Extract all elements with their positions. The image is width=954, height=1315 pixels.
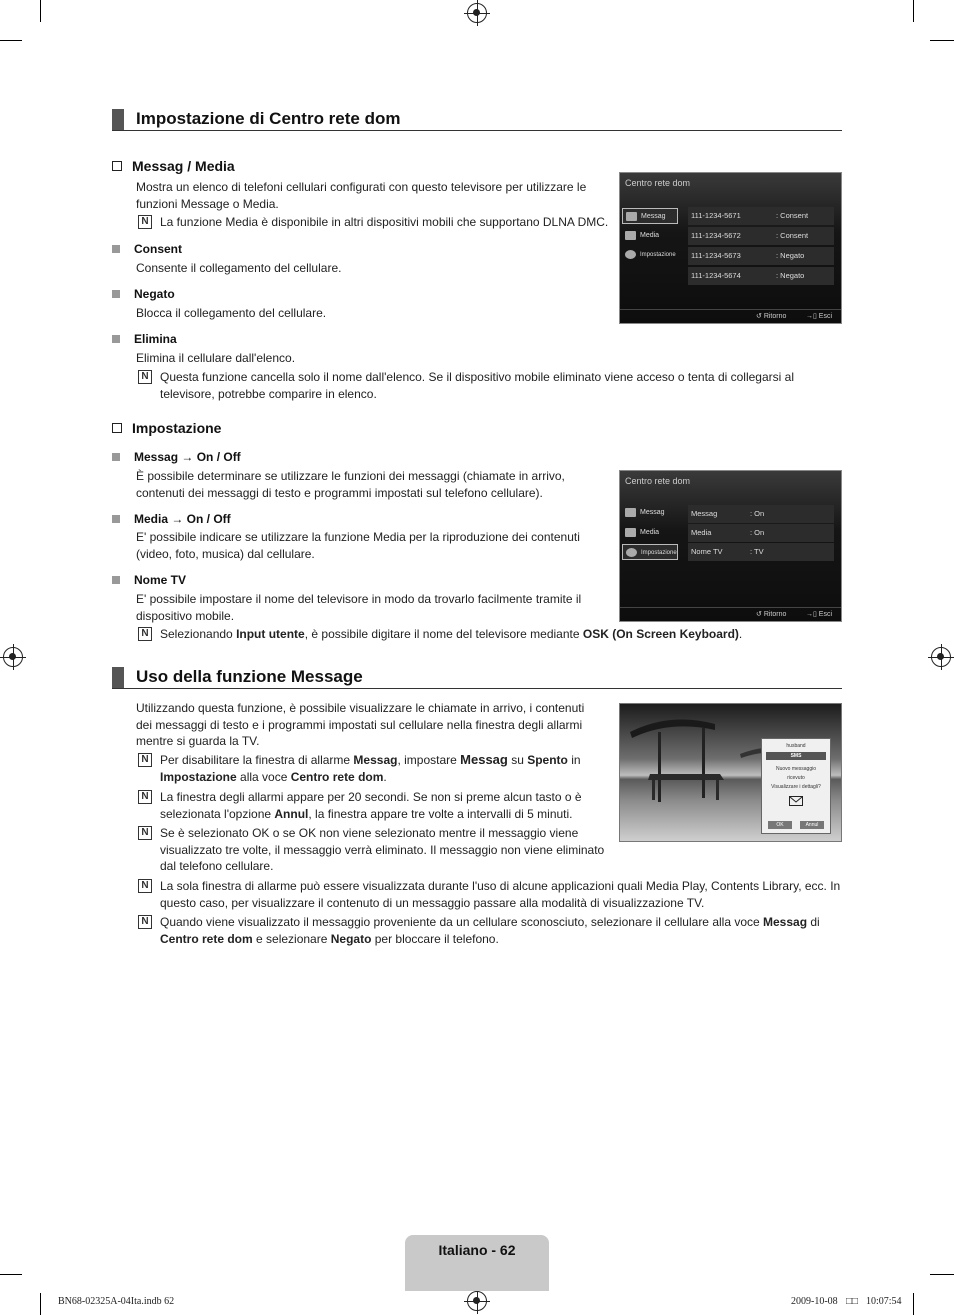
note: N Per disabilitare la finestra di allarme Messag, impostare Messag su Spento in Impostazione alla voce Centro rete dom. bbox=[136, 752, 606, 785]
alert-text-line: Nuovo messaggio bbox=[775, 766, 817, 772]
screen-bottom-bar bbox=[620, 607, 841, 621]
section-title: Impostazione di Centro rete dom bbox=[136, 109, 401, 128]
alert-text-line: Visualizzare i dettagli? bbox=[771, 784, 821, 790]
return-button[interactable]: ↺ Ritorno bbox=[756, 313, 787, 320]
subsection-title: Impostazione bbox=[112, 420, 221, 436]
crop-mark bbox=[0, 40, 22, 41]
screen-title: Centro rete dom bbox=[625, 476, 691, 486]
exit-button[interactable]: →▯ Esci bbox=[806, 313, 833, 320]
menu-item-impostazione[interactable]: Impostazione bbox=[622, 247, 678, 263]
note-icon: N bbox=[138, 790, 152, 804]
bullet-icon bbox=[112, 453, 120, 461]
note: N Quando viene visualizzato il messaggio proveniente da un cellulare sconosciuto, selezionare il cellulare alla voce Messag di Centro rete dom e selezionare Negato per bloccare il telefono. bbox=[136, 914, 841, 947]
alert-sender: husband bbox=[786, 743, 806, 749]
note-icon: N bbox=[138, 627, 152, 641]
paragraph: Consente il collegamento del cellulare. bbox=[136, 261, 342, 275]
crop-mark bbox=[40, 0, 41, 22]
crop-mark bbox=[930, 1274, 954, 1275]
envelope-icon bbox=[789, 796, 803, 806]
media-icon bbox=[625, 231, 636, 240]
phone-row[interactable]: 111-1234-5671 : Consent bbox=[688, 207, 834, 225]
page-number-tab bbox=[405, 1235, 549, 1291]
bullet-icon bbox=[112, 290, 120, 298]
subsection-title: Messag / Media bbox=[112, 158, 235, 174]
tv-screen-settings bbox=[619, 470, 842, 622]
heading-bar bbox=[112, 109, 124, 130]
note-icon: N bbox=[138, 879, 152, 893]
paragraph: È possibile determinare se utilizzare le funzioni dei messaggi (chiamate in arrivo, contenuti dei messaggi di testo e programmi impostati sul telefono cellulare). bbox=[136, 469, 565, 500]
bullet-label: Media → On / Off bbox=[112, 512, 231, 526]
setting-row[interactable]: Media : On bbox=[688, 524, 834, 542]
print-date: 2009-10-08 bbox=[791, 1296, 838, 1307]
bullet-label: Messag → On / Off bbox=[112, 450, 241, 464]
print-separator: □□ bbox=[846, 1296, 859, 1307]
checkbox-icon bbox=[112, 161, 122, 171]
return-button[interactable]: ↺ Ritorno bbox=[756, 611, 787, 618]
paragraph: E' possibile impostare il nome del televisore in modo da trovarlo facilmente tramite il dispositivo mobile. bbox=[136, 592, 582, 623]
paragraph: Utilizzando questa funzione, è possibile visualizzare le chiamate in arrivo, i contenuti dei messaggi di testo e i programmi impostati sul cellulare nella finestra degli allarmi mentre si guarda la TV. bbox=[136, 701, 585, 748]
print-file-info: BN68-02325A-04Ita.indb 62 bbox=[58, 1296, 175, 1307]
phone-row[interactable]: 111-1234-5673 : Negato bbox=[688, 247, 834, 265]
crop-mark bbox=[0, 1274, 22, 1275]
registration-mark-icon bbox=[3, 647, 23, 667]
bullet-icon bbox=[112, 245, 120, 253]
phone-row[interactable]: 111-1234-5672 : Consent bbox=[688, 227, 834, 245]
message-alert-window bbox=[761, 738, 831, 834]
crop-mark bbox=[930, 40, 954, 41]
alert-type: SMS bbox=[766, 752, 826, 760]
section-heading bbox=[112, 667, 842, 689]
crop-mark bbox=[913, 1293, 914, 1315]
menu-item-messag[interactable]: Messag bbox=[622, 208, 678, 224]
crop-mark bbox=[40, 1293, 41, 1315]
bullet-label: Elimina bbox=[112, 332, 177, 346]
tv-screen-message-list bbox=[619, 172, 842, 324]
exit-button[interactable]: →▯ Esci bbox=[806, 611, 833, 618]
ok-button[interactable]: OK bbox=[768, 821, 792, 829]
note: N Se è selezionato OK o se OK non viene selezionato mentre il messaggio viene visualizzato tre volte, il messaggio verrà eliminato. Il messaggio non viene eliminato dal telefono cellulare. bbox=[136, 825, 606, 875]
setting-row[interactable]: Messag : On bbox=[688, 505, 834, 523]
gear-icon bbox=[625, 250, 636, 259]
section-heading bbox=[112, 109, 842, 131]
setting-row[interactable]: Nome TV : TV bbox=[688, 543, 834, 561]
note: N La sola finestra di allarme può essere visualizzata durante l'uso di alcune applicazioni quali Media Play, Contents Library, ecc. In questo caso, per visualizzare il contenuto di un messaggio passare alla modalità di visualizzazione TV. bbox=[136, 878, 841, 911]
menu-item-messag[interactable]: Messag bbox=[622, 505, 678, 521]
menu-item-impostazione[interactable]: Impostazione bbox=[622, 544, 678, 560]
page-number: Italiano - 62 bbox=[438, 1242, 516, 1258]
registration-mark-icon bbox=[467, 3, 487, 23]
paragraph: Elimina il cellulare dall'elenco. bbox=[136, 351, 296, 365]
envelope-icon bbox=[626, 212, 637, 221]
envelope-icon bbox=[625, 508, 636, 517]
note: N Selezionando Input utente, è possibile digitare il nome del televisore mediante OSK (On Screen Keyboard). bbox=[136, 626, 826, 643]
bullet-icon bbox=[112, 335, 120, 343]
registration-mark-icon bbox=[931, 647, 951, 667]
note-icon: N bbox=[138, 370, 152, 384]
note: N La finestra degli allarmi appare per 20 secondi. Se non si preme alcun tasto o è selezionata l'opzione Annul, la finestra appare tre volte a intervalli di 5 minuti. bbox=[136, 789, 606, 822]
bullet-label: Nome TV bbox=[112, 573, 186, 587]
media-icon bbox=[625, 528, 636, 537]
section-title: Uso della funzione Message bbox=[136, 667, 363, 686]
note-icon: N bbox=[138, 215, 152, 229]
note-icon: N bbox=[138, 826, 152, 840]
note-icon: N bbox=[138, 915, 152, 929]
screen-title: Centro rete dom bbox=[625, 178, 691, 188]
bullet-label: Consent bbox=[112, 242, 182, 256]
alert-text-line: ricevuto bbox=[787, 775, 805, 781]
bullet-icon bbox=[112, 576, 120, 584]
bullet-icon bbox=[112, 515, 120, 523]
checkbox-icon bbox=[112, 423, 122, 433]
registration-mark-icon bbox=[467, 1291, 487, 1311]
phone-row[interactable]: 111-1234-5674 : Negato bbox=[688, 267, 834, 285]
crop-mark bbox=[913, 0, 914, 22]
screen-bottom-bar bbox=[620, 309, 841, 323]
note: N Questa funzione cancella solo il nome dall'elenco. Se il dispositivo mobile eliminato viene acceso o tenta di collegarsi al televisore, potrebbe comparire in elenco. bbox=[136, 369, 826, 402]
gear-icon bbox=[626, 548, 637, 557]
print-time: 10:07:54 bbox=[866, 1296, 902, 1307]
paragraph: Mostra un elenco di telefoni cellulari configurati con questo televisore per utilizzare le funzioni Message o Media. bbox=[136, 180, 587, 211]
paragraph: E' possibile indicare se utilizzare la funzione Media per la riproduzione dei contenuti (video, foto, musica) dal cellulare. bbox=[136, 530, 580, 561]
heading-bar bbox=[112, 667, 124, 688]
paragraph: Blocca il collegamento del cellulare. bbox=[136, 306, 327, 320]
note-icon: N bbox=[138, 753, 152, 767]
note: N La funzione Media è disponibile in altri dispositivi mobili che supportano DLNA DMC. bbox=[136, 214, 626, 231]
menu-item-media[interactable]: Media bbox=[622, 228, 678, 244]
menu-item-media[interactable]: Media bbox=[622, 525, 678, 541]
cancel-button[interactable]: Annul bbox=[800, 821, 824, 829]
tv-alert-photo bbox=[619, 703, 842, 842]
bullet-label: Negato bbox=[112, 287, 175, 301]
